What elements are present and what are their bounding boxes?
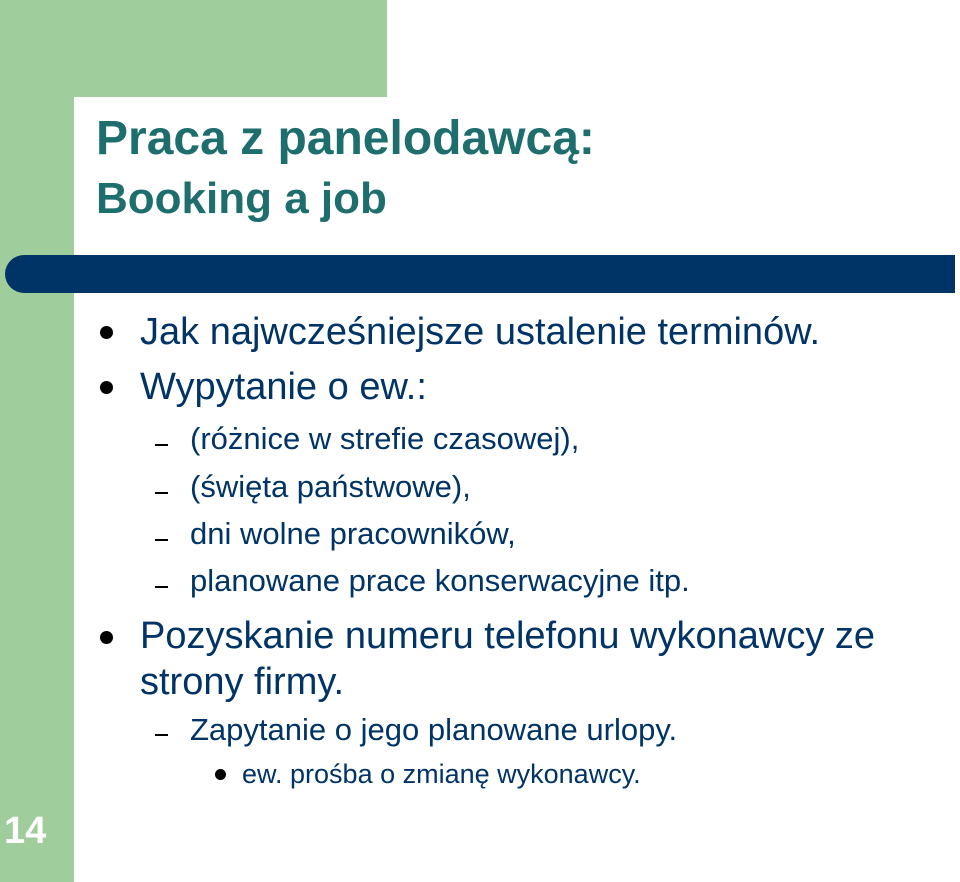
dash-icon — [155, 586, 168, 588]
top-accent-block — [0, 0, 387, 97]
slide-title — [96, 108, 595, 228]
dash-icon — [155, 492, 168, 494]
dash-icon — [155, 444, 168, 446]
dash-icon — [155, 734, 168, 736]
sub-item: Zapytanie o jego planowane urlopy. — [190, 712, 678, 747]
bullet-item-continuation: strony firmy. — [140, 661, 345, 703]
title-line: Praca z panelodawcą: — [96, 112, 595, 165]
sub-item: dni wolne pracowników, — [190, 516, 516, 551]
bullet-item: Pozyskanie numeru telefonu wykonawcy ze — [140, 615, 876, 657]
bullet-dot-icon — [215, 769, 226, 780]
bullet-dot-icon — [100, 326, 113, 339]
sub-item: planowane prace konserwacyjne itp. — [190, 563, 690, 598]
bullet-dot-icon — [100, 631, 113, 644]
dash-icon — [155, 539, 168, 541]
slide-number: 14 — [4, 810, 47, 852]
sub-item: (święta państwowe), — [190, 469, 471, 504]
bullet-dot-icon — [100, 381, 113, 394]
bullet-item: Wypytanie o ew.: — [140, 366, 427, 408]
sub-sub-item: ew. prośba o zmianę wykonawcy. — [242, 759, 641, 789]
bullet-item: Jak najwcześniejsze ustalenie terminów. — [140, 311, 821, 353]
left-accent-strip — [0, 0, 74, 882]
subtitle-line: Booking a job — [96, 174, 387, 223]
sub-item: (różnice w strefie czasowej), — [190, 421, 580, 456]
title-divider-bar — [5, 255, 955, 293]
